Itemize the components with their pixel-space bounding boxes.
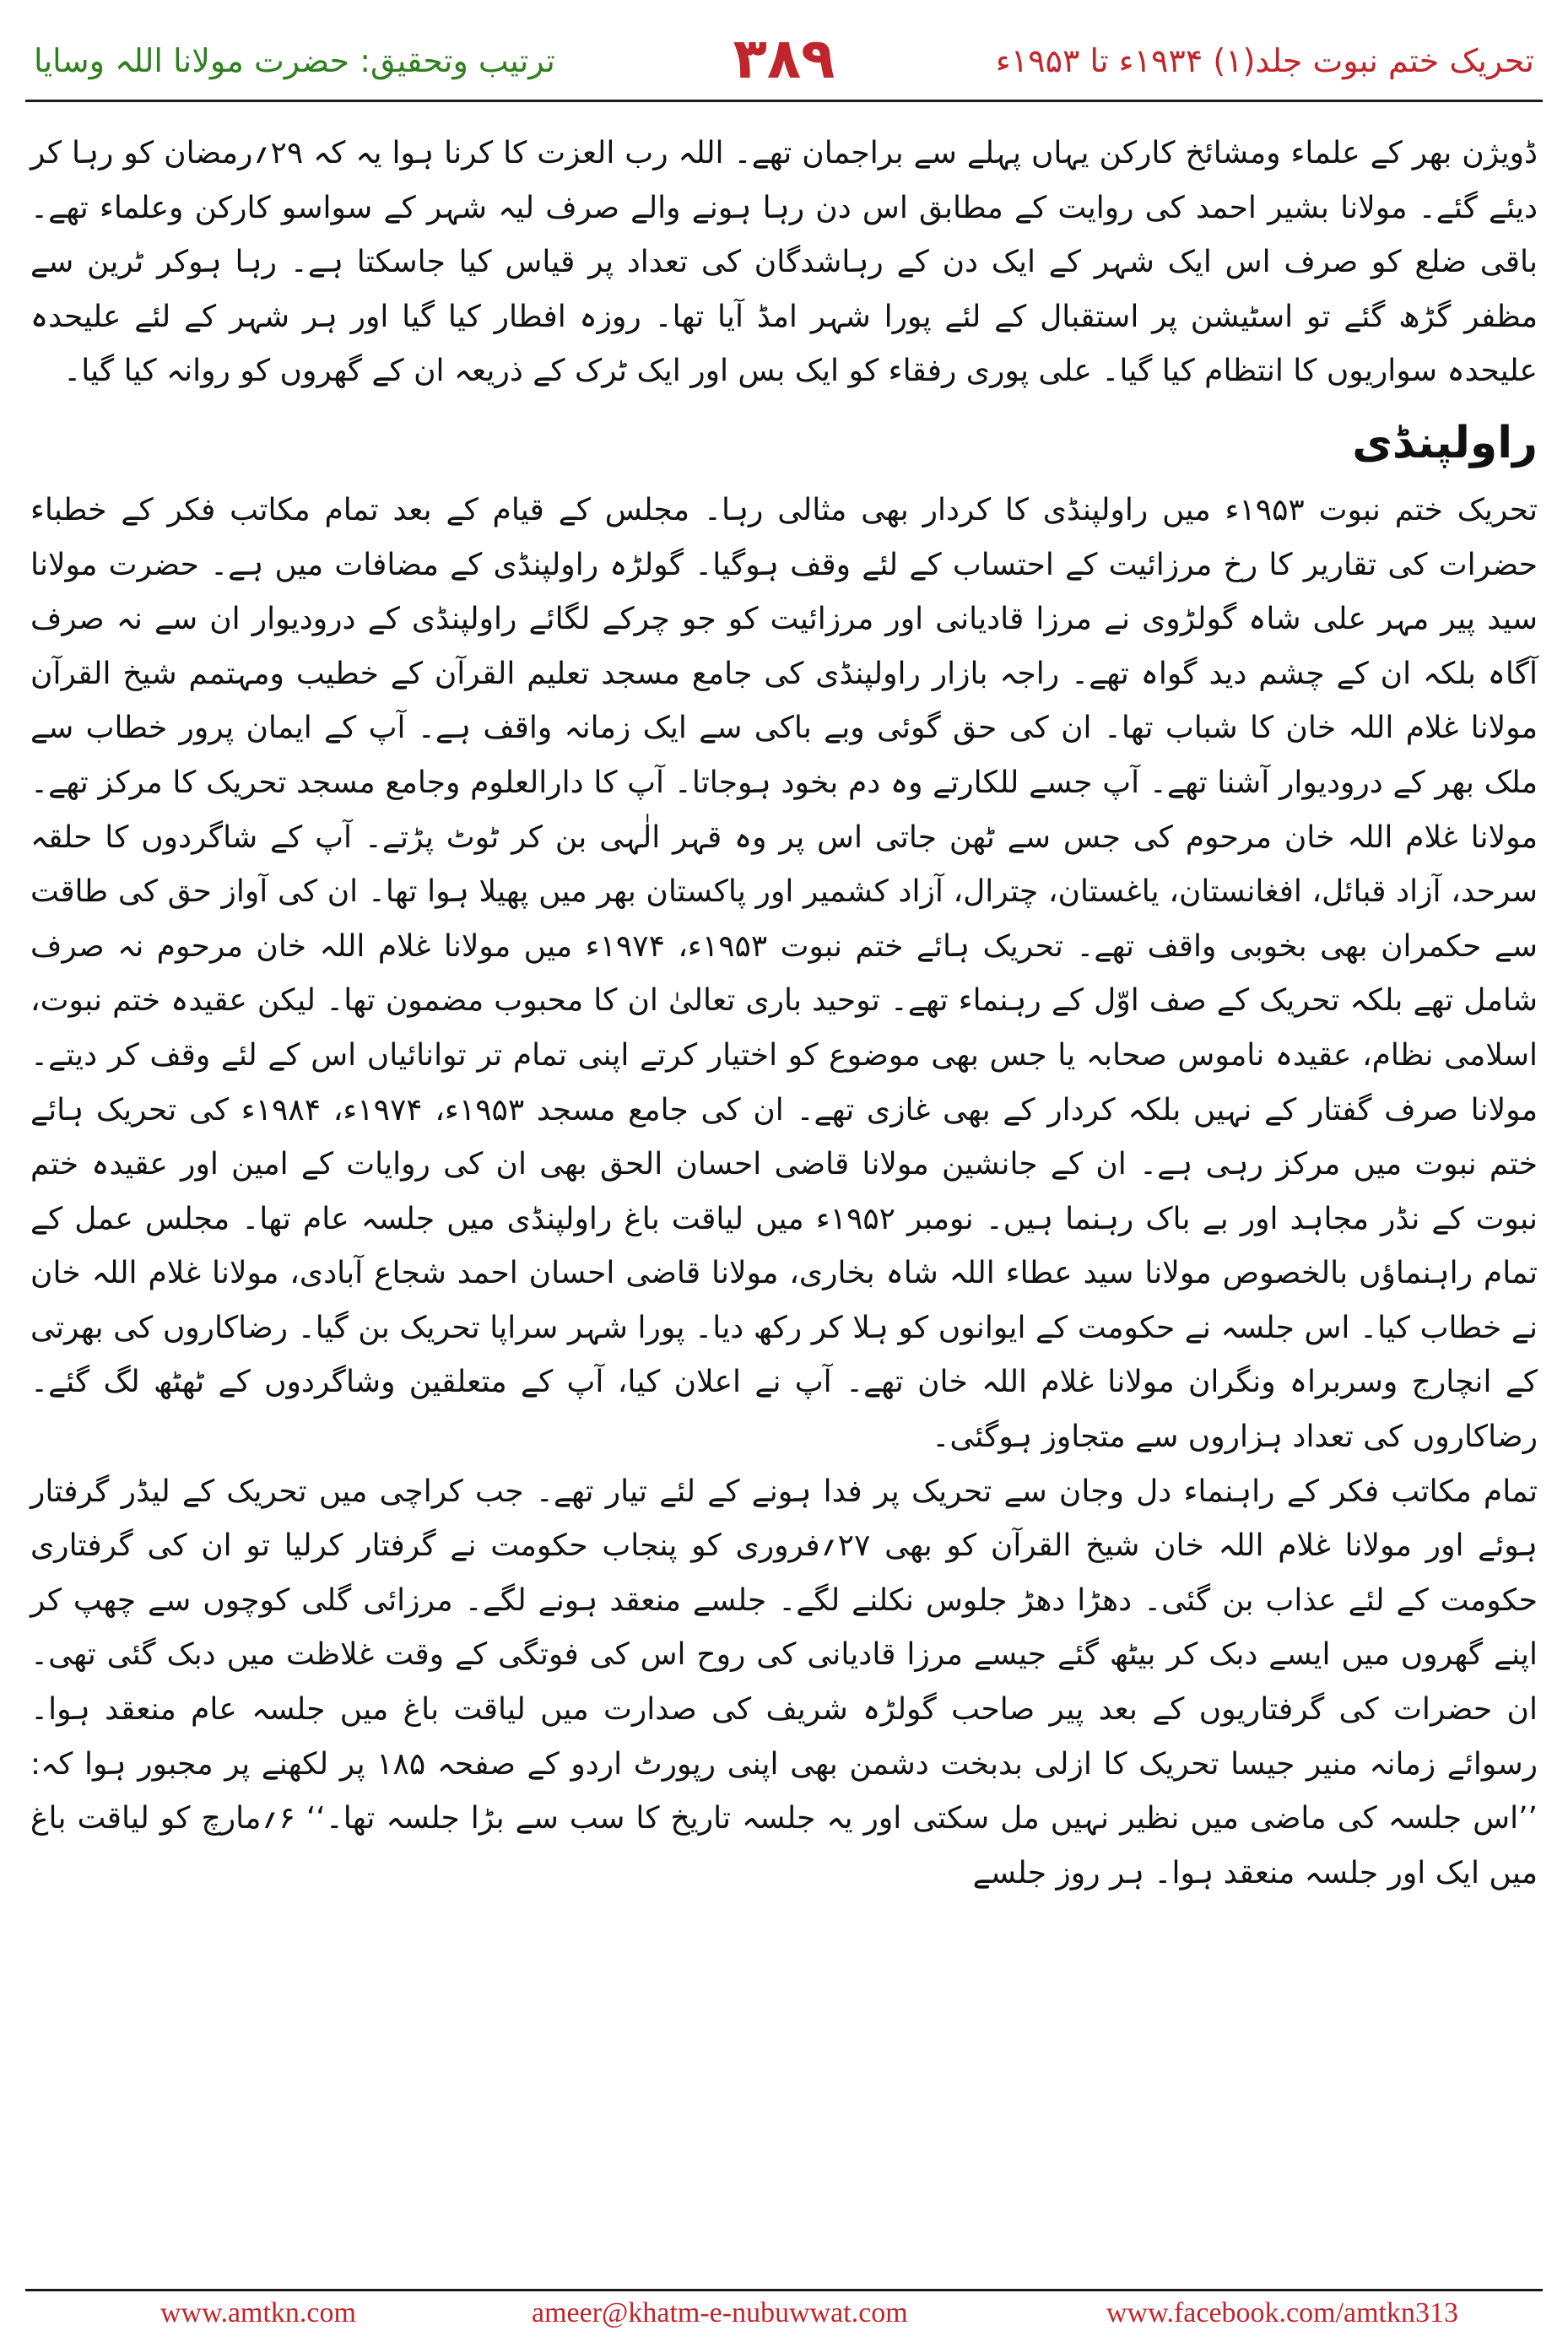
page-number: ۳۸۹ (733, 26, 835, 91)
footer-website-link[interactable]: www.amtkn.com (160, 2297, 356, 2328)
footer-divider (25, 2289, 1543, 2291)
page-header (34, 25, 1534, 93)
header-divider (25, 100, 1543, 102)
header-editor-credit: ترتیب وتحقیق: حضرت مولانا اللہ وسایا (34, 42, 555, 79)
paragraph: ڈویژن بھر کے علماء ومشائخ کارکن یہاں پہلے سے براجمان تھے۔ اللہ رب العزت کا کرنا ہوا یہ کہ ۲۹؍رمضان کو رہا کر دیئے گئے۔ مولانا بشیر احمد کی روایت کے مطابق اس دن رہا ہونے والے صرف لیہ شہر کے سواسو کارکن وعلماء تھے۔ باقی ضلع کو صرف اس ایک شہر کے ایک دن کے رہاشدگان کی تعداد پر قیاس کیا جاسکتا ہے۔ رہا ہوکر ٹرین سے مظفر گڑھ گئے تو اسٹیشن پر استقبال کے لئے پورا شہر امڈ آیا تھا۔ روزہ افطار کیا گیا اور ہر شہر کے لئے علیحدہ علیحدہ سواریوں کا انتظام کیا گیا۔ علی پوری رفقاء کو ایک بس اور ایک ٹرک کے ذریعہ ان کے گھروں کو روانہ کیا گیا۔ (30, 136, 1538, 389)
page-footer (51, 2297, 1517, 2331)
paragraph: تحریک ختم نبوت ۱۹۵۳ء میں راولپنڈی کا کردار بھی مثالی رہا۔ مجلس کے قیام کے بعد تمام مکاتب فکر کے خطباء حضرات کی تقاریر کا رخ مرزائیت کے احتساب کے لئے وقف ہوگیا۔ گولڑہ راولپنڈی کے مضافات میں ہے۔ حضرت مولانا سید پیر مہر علی شاہ گولڑوی نے مرزا قادیانی اور مرزائیت کو جو چرکے لگائے راولپنڈی کے درودیوار ان سے نہ صرف آگاہ بلکہ ان کے چشم دید گواہ تھے۔ راجہ بازار راولپنڈی کی جامع مسجد تعلیم القرآن کے خطیب ومہتمم شیخ القرآن مولانا غلام اللہ خان کا شباب تھا۔ ان کی حق گوئی وبے باکی سے ایک زمانہ واقف ہے۔ آپ کے ایمان پرور خطاب سے ملک بھر کے درودیوار آشنا تھے۔ آپ جسے للکارتے وہ دم بخود ہوجاتا۔ آپ کا دارالعلوم وجامع مسجد تحریک کا مرکز تھے۔ مولانا غلام اللہ خان مرحوم کی جس سے ٹھن جاتی اس پر وہ قہر الٰہی بن کر ٹوٹ پڑتے۔ آپ کے شاگردوں کا حلقہ سرحد، آزاد قبائل، افغانستان، یاغستان، چترال، آزاد کشمیر اور پاکستان بھر میں پھیلا ہوا تھا۔ ان کی آواز حق کی طاقت سے حکمران بھی بخوبی واقف تھے۔ تحریک ہائے ختم نبوت ۱۹۵۳ء، ۱۹۷۴ء میں مولانا غلام اللہ خان مرحوم نہ صرف شامل تھے بلکہ تحریک کے صف اوّل کے رہنماء تھے۔ توحید باری تعالیٰ ان کا محبوب مضمون تھا۔ لیکن عقیدہ ختم نبوت، اسلامی نظام، عقیدہ ناموس صحابہ یا جس بھی موضوع کو اختیار کرتے اپنی تمام تر توانائیاں اس کے لئے وقف کر دیتے۔ مولانا صرف گفتار کے نہیں بلکہ کردار کے بھی غازی تھے۔ ان کی جامع مسجد ۱۹۵۳ء، ۱۹۷۴ء، ۱۹۸۴ء کی تحریک ہائے ختم نبوت میں مرکز رہی ہے۔ ان کے جانشین مولانا قاضی احسان الحق بھی ان کی روایات کے امین اور عقیدہ ختم نبوت کے نڈر مجاہد اور بے باک رہنما ہیں۔ نومبر ۱۹۵۲ء میں لیاقت باغ راولپنڈی میں جلسہ عام تھا۔ مجلس عمل کے تمام راہنماؤں بالخصوص مولانا سید عطاء اللہ شاہ بخاری، مولانا قاضی احسان احمد شجاع آبادی، مولانا غلام اللہ خان نے خطاب کیا۔ اس جلسہ نے حکومت کے ایوانوں کو ہلا کر رکھ دیا۔ پورا شہر سراپا تحریک بن گیا۔ رضاکاروں کی بھرتی کے انچارج وسربراہ ونگران مولانا غلام اللہ خان تھے۔ آپ نے اعلان کیا، آپ کے متعلقین وشاگردوں کے ٹھٹھ لگ گئے۔ رضاکاروں کی تعداد ہزاروں سے متجاوز ہوگئی۔ (30, 492, 1538, 1455)
section-heading: راولپنڈی (1352, 417, 1538, 468)
footer-facebook-link[interactable]: www.facebook.com/amtkn313 (1106, 2297, 1458, 2328)
paragraph: تمام مکاتب فکر کے راہنماء دل وجان سے تحریک پر فدا ہونے کے لئے تیار تھے۔ جب کراچی میں تحریک کے لیڈر گرفتار ہوئے اور مولانا غلام اللہ خان شیخ القرآن کو بھی ۲۷؍فروری کو پنجاب حکومت نے گرفتار کرلیا تو ان کی گرفتاری حکومت کے لئے عذاب بن گئی۔ دھڑا دھڑ جلوس نکلنے لگے۔ جلسے منعقد ہونے لگے۔ مرزائی گلی کوچوں سے چھپ کر اپنے گھروں میں ایسے دبک کر بیٹھ گئے جیسے مرزا قادیانی کی روح اس کی فوتگی کے وقت غلاظت میں دبک گئی تھی۔ ان حضرات کی گرفتاریوں کے بعد پیر صاحب گولڑہ شریف کی صدارت میں لیاقت باغ میں جلسہ عام منعقد ہوا۔ رسوائے زمانہ منیر جیسا تحریک کا ازلی بدبخت دشمن بھی اپنی رپورٹ اردو کے صفحہ ۱۸۵ پر لکھنے پر مجبور ہوا کہ: ’’اس جلسہ کی ماضی میں نظیر نہیں مل سکتی اور یہ جلسہ تاریخ کا سب سے بڑا جلسہ تھا۔‘‘ ۶؍مارچ کو لیاقت باغ میں ایک اور جلسہ منعقد ہوا۔ ہر روز جلسے (30, 1474, 1538, 1890)
header-book-title: تحریک ختم نبوت جلد(۱) ۱۹۳۴ء تا ۱۹۵۳ء (995, 42, 1534, 79)
footer-email-link[interactable]: ameer@khatm-e-nubuwwat.com (532, 2297, 908, 2328)
page-body (30, 127, 1538, 1901)
